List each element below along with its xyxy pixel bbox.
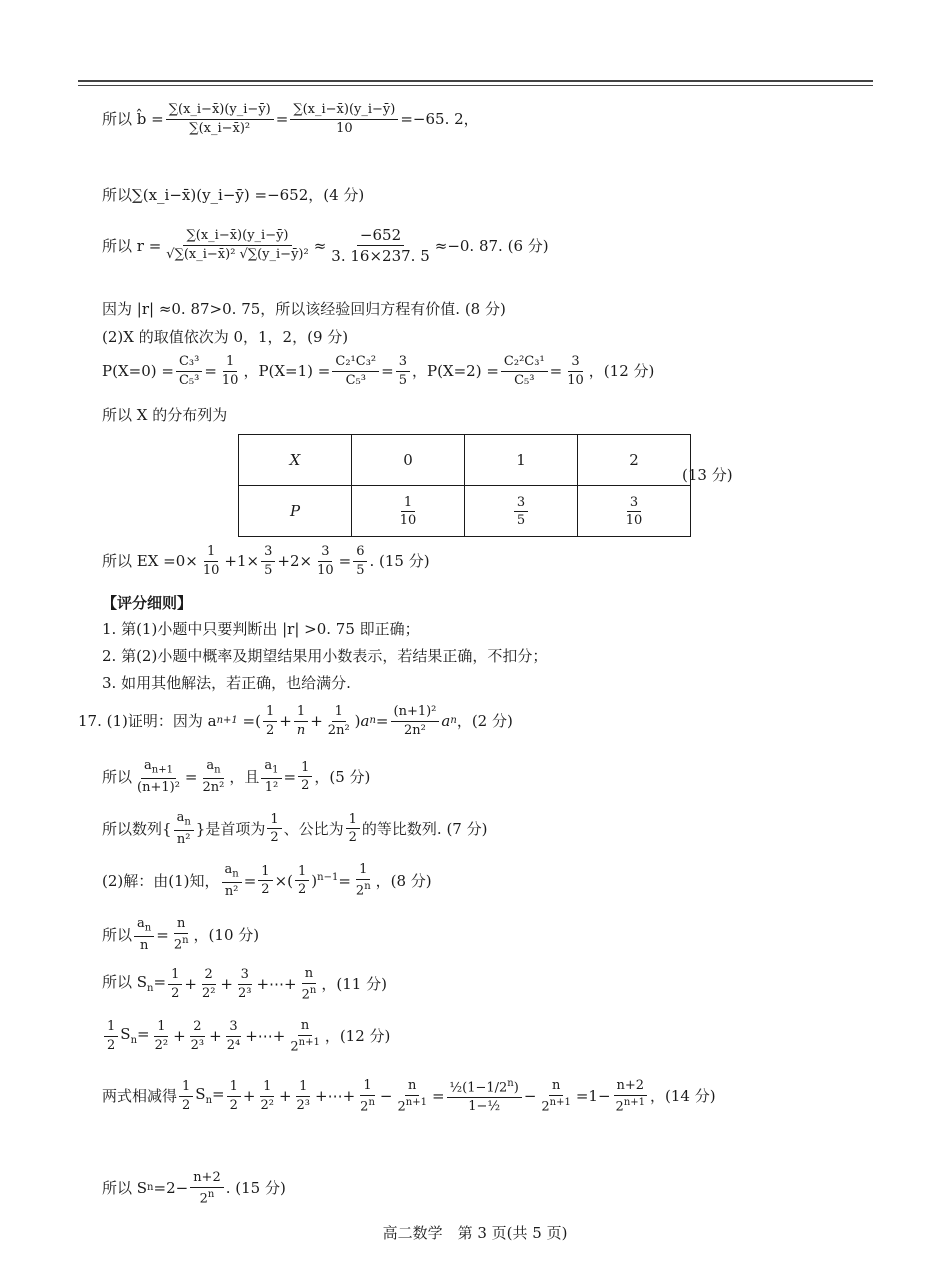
q17-line-4: (2)解：由(1)知， $\frac{a_n}{\text{n²}}$ = $\frac{1}{2}$ ×( $\frac{1}{2}$ )$^{n-1}$= $\frac{1}{2^n}$ ，(8 分) (102, 862, 432, 899)
p2-comb-fraction (501, 354, 548, 388)
p2-comb-den: C₅³ (514, 372, 535, 388)
table-score-text: (13 分) (682, 466, 733, 484)
p1-comb-fraction (332, 354, 379, 388)
p0-value-num: 1 (223, 354, 237, 372)
q17-l9-score: . (15 分) (225, 1179, 286, 1198)
rubric-item-text: 3. 如用其他解法，若正确，也给满分. (102, 674, 351, 692)
p-den: 10 (399, 512, 417, 528)
p0-value-fraction (219, 354, 242, 388)
q17-line-7: $\frac{1}{2}$ $S_n=$ $\frac{1}{\text{2²}}$ + $\frac{2}{\text{2³}}$ + $\frac{3}{\text{2⁴}}$ +⋯+ $\frac{n}{2^{n+1}}$ ，(12 分) (102, 1018, 390, 1055)
rubric-item-text: 2. 第(2)小题中概率及期望结果用小数表示，若结果正确，不扣分； (102, 647, 548, 665)
dist-intro (102, 406, 227, 424)
q17-line-1: 17. (1)证明：因为 a n+1 =( $\frac{1}{2}$ + $\frac{1}{n}$ + $\frac{1}{\text{2n²}}$ ) a n = $\frac{\text{(n+1)²}}{\text{2n²}}$ a n ，(2 分) (78, 704, 513, 738)
p0-label: P(X=0) = (102, 362, 174, 381)
p-num: 1 (401, 495, 415, 512)
rubric-item (102, 674, 351, 692)
rubric-item (102, 647, 547, 665)
b-hat-prefix: 所以 b̂ = (102, 110, 164, 129)
r-formula: 所以 r = $\frac{\sum(x\_i-x̄)(y\_i-ȳ)}{\text{√∑(x\_i−x̄)² √∑(y\_i−ȳ)²}}$ ≈ $\frac{-652}{3. 16\times 237. 5}$ ≈−0. 87. (6 分) (102, 226, 549, 265)
sum-expression: ∑(x_i−x̄)(y_i−ȳ) =−652，(4 分) (132, 186, 365, 204)
p0-comb-num: C₃³ (176, 354, 202, 372)
p-num: 3 (514, 495, 528, 512)
rubric-title-text: 【评分细则】 (102, 594, 193, 612)
top-rule-thin (78, 85, 873, 86)
table-row (239, 435, 691, 486)
p1-comb-num: C₂¹C₃² (332, 354, 379, 372)
x-values-line (102, 328, 348, 346)
q17-l8-text: 两式相减得 (102, 1087, 178, 1106)
b-hat-result: =−65. 2， (400, 110, 479, 129)
ex-frac-1 (200, 544, 223, 578)
q17-l3-text4: 的等比数列. (7 分) (361, 819, 488, 838)
p-score: ，(12 分) (588, 362, 655, 381)
ex-frac-2 (261, 544, 275, 578)
b-hat-fraction-1 (166, 102, 274, 136)
p1-value-fraction (396, 354, 410, 388)
table-cell: 0 (352, 435, 465, 486)
r-den: √∑(x_i−x̄)² √∑(y_i−ȳ)² (166, 247, 309, 262)
top-rule (78, 80, 873, 82)
q17-l4-text: (2)解：由(1)知， (102, 871, 220, 890)
q17-l5-score: ，(10 分) (193, 925, 260, 944)
table-cell (352, 486, 465, 537)
ex-equals: = (338, 552, 352, 571)
table-cell: 1 (465, 435, 578, 486)
b-hat-formula: 所以 b̂ = $\frac{\sum(x\_i-x̄)(y\_i-ȳ)}{\text{∑(x\_i−x̄)²}}$ = $\frac{\sum(x\_i-x̄)(y\_i-ȳ)}{10}$ =−65. 2， (102, 102, 479, 136)
q17-l1-text: 17. (1)证明：因为 a (78, 712, 217, 731)
ex-frac-result: $\frac{6}{5}$ (353, 544, 367, 578)
q17-l8-score: ，(14 分) (650, 1087, 716, 1106)
p1-comb-den: C₅³ (345, 372, 366, 388)
b-hat-fraction-2 (290, 102, 398, 136)
p2-value-fraction (564, 354, 587, 388)
sum-line (102, 186, 364, 204)
r-conclusion (102, 300, 506, 318)
q17-l3-text1: 所以数列 (102, 819, 163, 838)
ex-frac-3-num: 3 (318, 544, 332, 562)
p1-value-den: 5 (398, 372, 407, 388)
q17-l2-score: ，(5 分) (314, 767, 371, 786)
r-result: ≈−0. 87. (6 分) (434, 236, 549, 255)
probability-line: P(X=0) = $\frac{\text{C₃³}}{\text{C₅³}}$ = $\frac{1}{10}$ ，P(X=1) = $\frac{\text{C₂¹C₃²}}{\text{C₅³}}$ = $\frac{3}{5}$ ，P(X=2) = $\frac{\text{C₂²C₃¹}}{\text{C₅³}}$ = $\frac{3}{10}$ ，(12 分) (102, 354, 655, 388)
q17-line-3: 所以数列 { $\frac{a_n}{\text{n²}}$ } 是首项为 $\frac{1}{2}$ 、公比为 $\frac{1}{2}$ 的等比数列. (7 分) (102, 810, 488, 847)
table-row (239, 486, 691, 537)
q17-line-6: 所以 $S_n=$ $\frac{1}{2}$ + $\frac{2}{\text{2²}}$ + $\frac{3}{\text{2³}}$ +⋯+ $\frac{n}{2^n}$ ，(11 分) (102, 966, 387, 1002)
r-num: ∑(x_i−x̄)(y_i−ȳ) (183, 228, 291, 246)
q17-l9-text: 所以 S (102, 1179, 148, 1198)
r-approx-num: −652 (357, 226, 404, 246)
b-hat-frac1-den: ∑(x_i−x̄)² (189, 120, 251, 136)
q17-line-2: 所以 $\frac{a_{n+1}}{\text{(n+1)²}}$ = $\frac{a_n}{\text{2n²}}$ ，且 $\frac{a_1}{\text{1²}}$ = $\frac{1}{2}$ ，(5 分) (102, 758, 371, 795)
r-prefix: 所以 r = (102, 236, 162, 255)
q17-l4-score: ，(8 分) (375, 871, 432, 890)
rubric-item (102, 620, 420, 638)
table-cell: 2 (578, 435, 691, 486)
p0-comb-fraction (176, 354, 202, 388)
p-den: 10 (625, 512, 643, 528)
q17-l3-text3: 、公比为 (283, 819, 344, 838)
page-footer: 高二数学 第 3 页(共 5 页) (382, 1224, 568, 1242)
distribution-table (238, 434, 691, 537)
sum-prefix: 所以 (102, 186, 133, 204)
q17-line-5: 所以 $\frac{a_n}{n}$ = $\frac{n}{2^n}$ ，(10 分) (102, 916, 260, 953)
ex-line: 所以 EX =0× $\frac{1}{10}$ +1× $\frac{3}{5}$ +2× $\frac{3}{10}$ = $\frac{6}{5}$ . (15 分) (102, 544, 430, 578)
table-header-p: P (239, 486, 352, 537)
p1-label: ，P(X=1) = (243, 362, 331, 381)
rubric-item-text: 1. 第(1)小题中只要判断出 |r| >0. 75 即正确； (102, 620, 420, 638)
dist-intro-text: 所以 X 的分布列为 (102, 406, 228, 424)
ex-frac-1-num: 1 (204, 544, 218, 562)
rubric-title (102, 594, 192, 612)
p2-value-den: 10 (567, 372, 584, 388)
b-hat-frac2-den: 10 (336, 120, 353, 136)
ex-score: . (15 分) (369, 552, 430, 571)
table-cell (465, 486, 578, 537)
q17-line-8: 两式相减得 $\frac{1}{2}$ $S_n=$ $\frac{1}{2}$ + $\frac{1}{\text{2²}}$ + $\frac{1}{\text{2³}}$ +⋯+ $\frac{1}{2^n}$ − $\frac{n}{2^{n+1}}$ = $\frac{\frac{1}{2}(1-1/2^n)}{\text{1−½}}$ − $\frac{n}{2^{n+1}}$ =1− $\frac{n+2}{2^{n+1}}$ ，(14 分) (102, 1078, 716, 1114)
p-den: 5 (516, 512, 526, 528)
ex-frac-2-num: 3 (261, 544, 275, 562)
ex-frac-3-den: 10 (317, 562, 334, 578)
p1-value-num: 3 (396, 354, 410, 372)
b-hat-frac2-num: ∑(x_i−x̄)(y_i−ȳ) (290, 102, 398, 120)
q17-l6-score: ，(11 分) (321, 975, 387, 994)
table-score (682, 466, 733, 484)
q17-l3-text2: 是首项为 (205, 819, 266, 838)
r-fraction (163, 228, 311, 262)
q17-line-9: 所以 S n =2− $\frac{n+2}{2^n}$ . (15 分) (102, 1170, 286, 1206)
ex-frac-2-den: 5 (264, 562, 273, 578)
r-conclusion-text: 因为 |r| ≈0. 87>0. 75，所以该经验回归方程有价值. (8 分) (102, 300, 506, 318)
ex-prefix: 所以 EX =0× (102, 552, 198, 571)
p0-value-den: 10 (221, 372, 239, 388)
p0-comb-den: C₅³ (178, 372, 200, 388)
ex-frac-1-den: 10 (202, 562, 220, 578)
x-values-text: (2)X 的取值依次为 0，1，2，(9 分) (102, 328, 349, 346)
ex-frac-3 (314, 544, 337, 578)
p2-label: ，P(X=2) = (411, 362, 499, 381)
b-hat-frac1-num: ∑(x_i−x̄)(y_i−ȳ) (166, 102, 274, 120)
p2-value-num: 3 (568, 354, 582, 372)
r-approx-den: 3. 16×237. 5 (331, 247, 430, 265)
table-cell (578, 486, 691, 537)
q17-l7-score: ，(12 分) (324, 1027, 391, 1046)
p-num: 3 (627, 495, 641, 512)
q17-l1-score: ，(2 分) (456, 712, 513, 731)
r-approx-fraction (328, 226, 432, 265)
p2-comb-num: C₂²C₃¹ (501, 354, 548, 372)
table-header-x: X (239, 435, 352, 486)
